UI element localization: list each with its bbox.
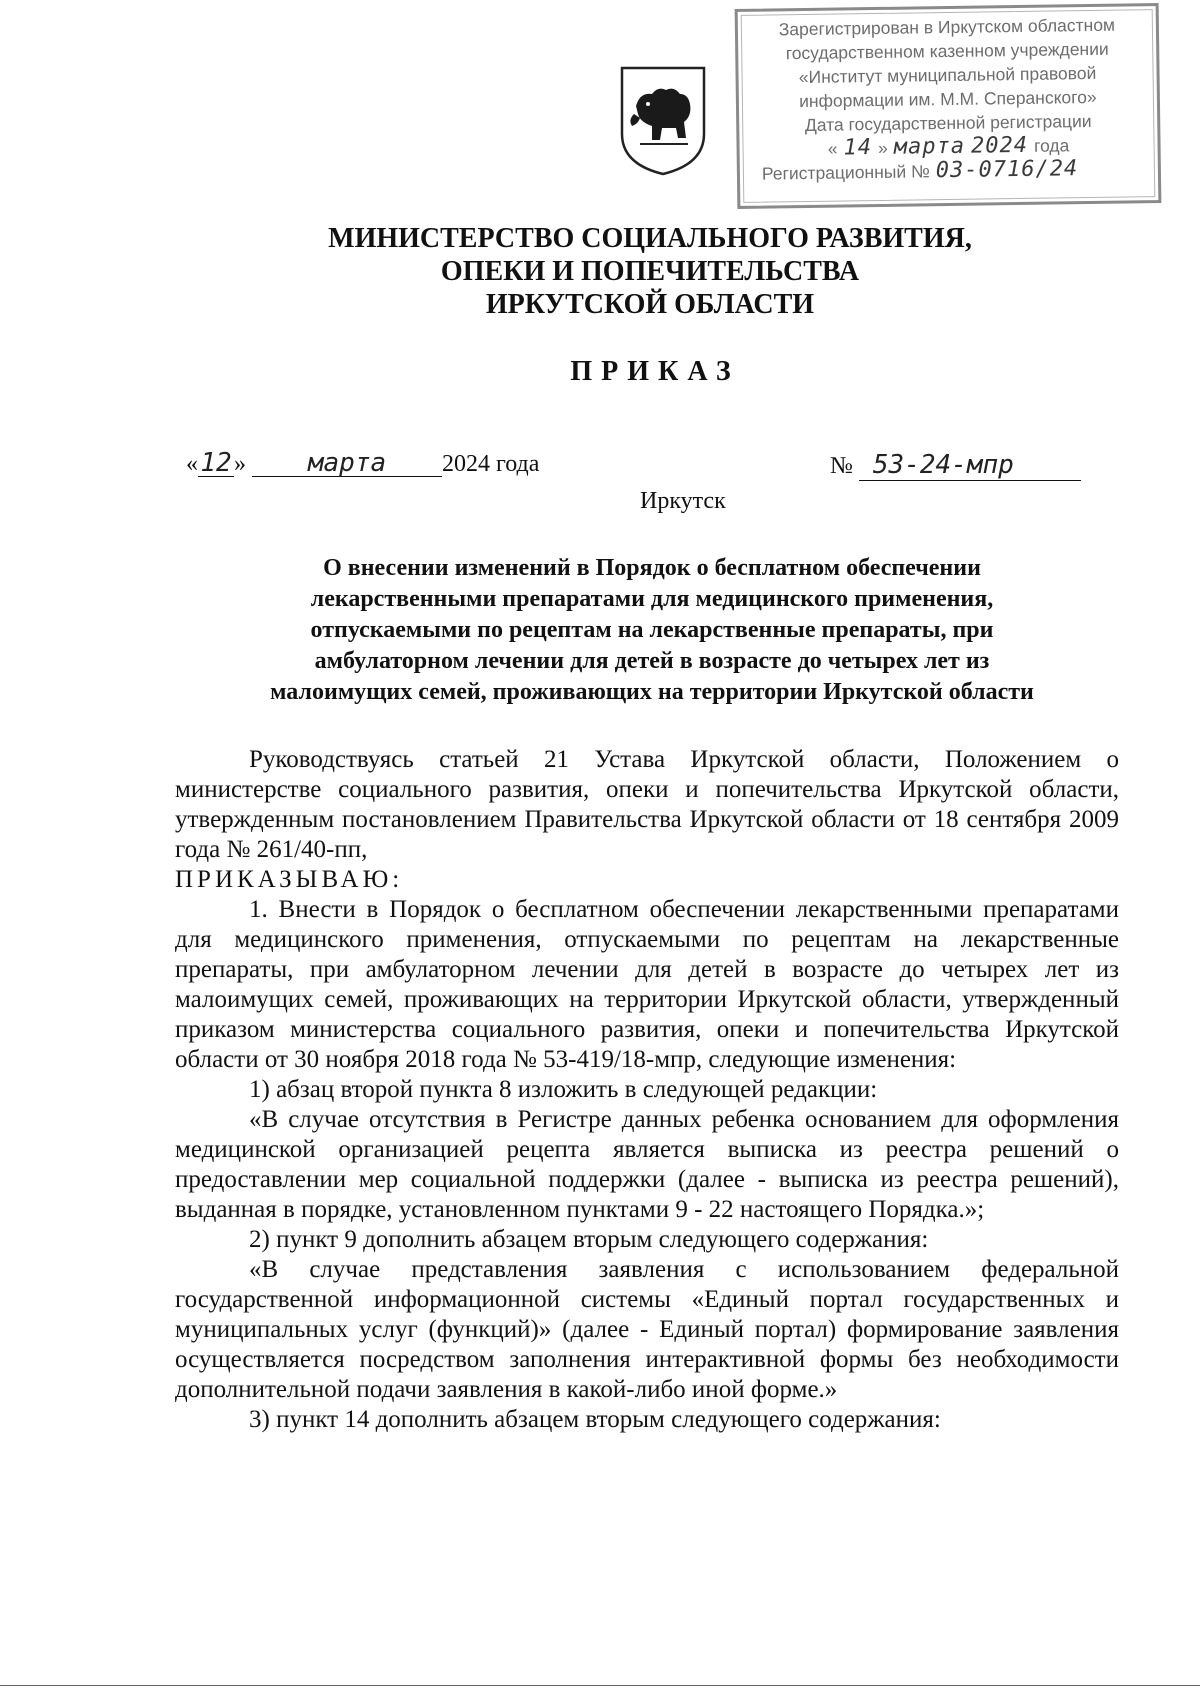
date-open-quote: « [186, 451, 198, 477]
order-title: ПРИКАЗ [570, 356, 740, 387]
stamp-line: Дата государственной регистрации [804, 110, 1092, 135]
stamp-reg-number: 03-0716/24 [935, 156, 1079, 184]
body-paragraph: «В случае отсутствия в Регистре данных ребенка основанием для оформления медицинской организацией рецепта является выписка из реестра решений о предоставлении мер социальной поддержки (далее - выписка из реестра решений), выданная в порядке, установленном пунктами 9 - 22 настоящего Порядка.»; [175, 1106, 1119, 1223]
registration-stamp [735, 3, 1162, 209]
stamp-line: информации им. М.М. Сперанского» [798, 86, 1097, 112]
ministry-line: ОПЕКИ И ПОПЕЧИТЕЛЬСТВА [440, 256, 860, 287]
body-paragraph: 1) абзац второй пункта 8 изложить в следующей редакции: [249, 1076, 878, 1103]
stamp-line: «Институт муниципальной правовой [798, 62, 1097, 88]
order-body [175, 745, 1119, 1435]
stamp-reg-label: Регистрационный № [761, 161, 930, 184]
ministry-line: ИРКУТСКОЙ ОБЛАСТИ [485, 289, 815, 320]
date-year: 2024 года [442, 451, 540, 477]
body-paragraph: 3) пункт 14 дополнить абзацем вторым следующего содержания: [249, 1406, 941, 1433]
order-directive: ПРИКАЗЫВАЮ: [175, 866, 404, 893]
subject-line: О внесении изменений в Порядок о бесплатном обеспечении [323, 555, 981, 581]
stamp-year-word: года [1033, 135, 1070, 156]
stamp-line: Зарегистрирован в Иркутском областном [778, 14, 1116, 40]
subject-line: амбулаторном лечении для детей в возрасте до четырех лет из [314, 648, 990, 674]
number-value: 53-24-мпр [859, 450, 1081, 481]
stamp-line: государственном казенном учреждении [785, 38, 1109, 64]
order-city: Иркутск [640, 488, 726, 514]
ministry-name [300, 222, 1000, 321]
body-paragraph: 1. Внести в Порядок о бесплатном обеспечении лекарственными препаратами для медицинского применения, отпускаемыми по рецептам на лекарственные препараты, при амбулаторном лечении для детей в возрасте до четырех лет из малоимущих семей, проживающих на территории Иркутской области, утвержденный приказом министерства социального развития, опеки и попечительства Иркутской области от 30 ноября 2018 года № 53-419/18-мпр, следующие изменения: [175, 896, 1119, 1073]
ministry-line: МИНИСТЕРСТВО СОЦИАЛЬНОГО РАЗВИТИЯ, [328, 223, 972, 254]
date-month: марта [252, 450, 442, 477]
page-bottom-rule [0, 1685, 1200, 1686]
date-day: 12 [198, 450, 234, 477]
coat-of-arms-icon [618, 64, 708, 176]
order-subject [190, 553, 1114, 708]
date-close-quote: » [234, 451, 246, 477]
stamp-reg-row [740, 156, 1158, 186]
stamp-open-quote: « [827, 138, 838, 159]
order-date [186, 450, 539, 478]
stamp-close-quote: » [877, 137, 888, 158]
stamp-year: 2024 [970, 132, 1029, 159]
body-paragraph: «В случае представления заявления с использованием федеральной государственной информационной системы «Единый портал государственных и муниципальных услуг (функций)» (далее - Единый портал) формирование заявления осуществляется посредством заполнения интерактивной формы без необходимости дополнительной подачи заявления в какой-либо иной форме.» [175, 1256, 1119, 1403]
body-paragraph: 2) пункт 9 дополнить абзацем вторым следующего содержания: [249, 1226, 929, 1253]
subject-line: лекарственными препаратами для медицинского применения, [310, 586, 994, 612]
stamp-month: марта [893, 133, 966, 160]
stamp-day: 14 [843, 135, 873, 161]
body-paragraph: Руководствуясь статьей 21 Устава Иркутской области, Положением о министерстве социального развития, опеки и попечительства Иркутской области, утвержденным постановлением Правительства Иркутской области от 18 сентября 2009 года № 261/40-пп, [175, 746, 1119, 863]
subject-line: малоимущих семей, проживающих на территории Иркутской области [270, 679, 1034, 705]
subject-line: отпускаемыми по рецептам на лекарственные препараты, при [310, 617, 994, 643]
number-label: № [830, 453, 853, 479]
order-number [830, 450, 1081, 481]
